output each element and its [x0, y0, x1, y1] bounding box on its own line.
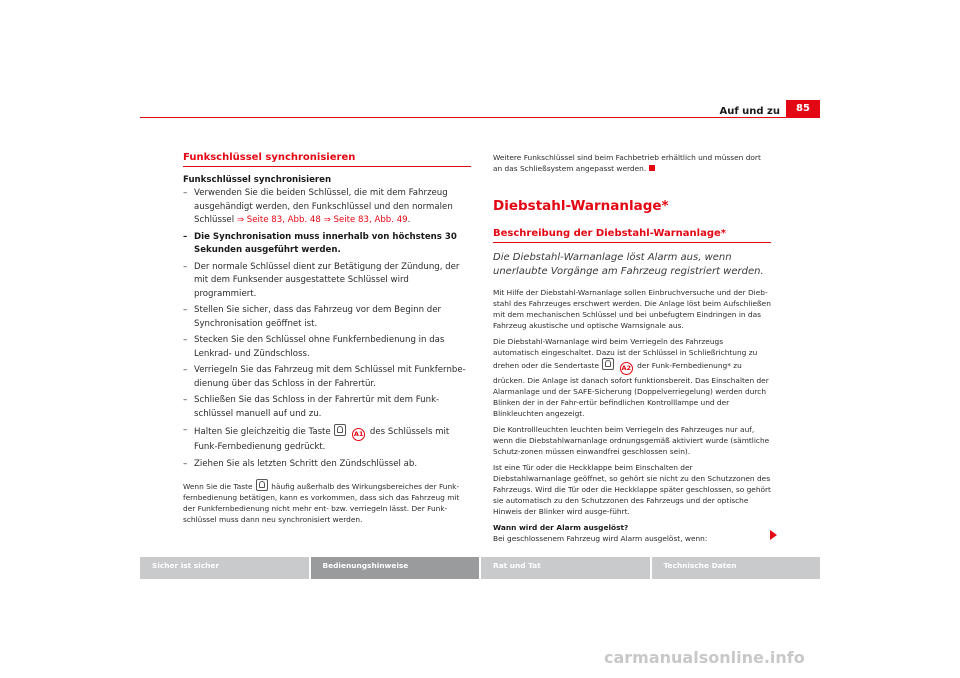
step-item: – Stecken Sie den Schlüssel ohne Funkfernbedienung in das Lenkrad- und Zündschloss.: [183, 335, 445, 359]
footer-nav: [140, 557, 820, 579]
step-item: – Schließen Sie das Schloss in der Fahrertür mit dem Funk-schlüssel manuell auf und zu.: [183, 395, 440, 419]
header-rule: [140, 117, 820, 118]
dash-bullet: –: [183, 231, 188, 242]
watermark: carmanualsonline.info: [604, 648, 805, 667]
dash-bullet: –: [183, 458, 188, 469]
dash-bullet: –: [183, 305, 188, 315]
intro-text: Die Diebstahl-Warnanlage löst Alarm aus, wenn unerlaubte Vorgänge am Fahrzeug registriert werden.: [493, 252, 764, 277]
dash-bullet: –: [183, 335, 188, 345]
dash-bullet: –: [183, 365, 188, 375]
step-item: – Ziehen Sie als letzten Schritt den Zündschlüssel ab.: [183, 458, 471, 472]
right-column: [493, 152, 771, 549]
step-item: – Verwenden Sie die beiden Schlüssel, die mit dem Fahrzeug ausgehändigt werden, den Funkschlüssel und den normalen Schlüssel ⇒ Seite 83, Abb. 48 ⇒ Seite 83, Abb. 49.: [183, 188, 453, 225]
page-link[interactable]: ⇒ Seite 83, Abb. 49: [323, 215, 408, 225]
section-heading: Beschreibung der Diebstahl-Warnanlage*: [493, 228, 771, 243]
continue-arrow-icon: [770, 530, 777, 540]
unlock-key-icon: [256, 479, 268, 491]
section-heading: Funkschlüssel synchronisieren: [183, 152, 471, 167]
footer-tab-sicher[interactable]: Sicher ist sicher: [140, 557, 309, 579]
page-link[interactable]: ⇒ Seite 83, Abb. 48: [236, 215, 321, 225]
end-square-icon: [649, 165, 655, 171]
dash-bullet: –: [183, 188, 188, 198]
dash-bullet: –: [183, 395, 188, 405]
dash-bullet: –: [183, 261, 188, 272]
unlock-key-icon: [334, 424, 346, 436]
callout-badge: A1: [352, 428, 365, 441]
left-column: [183, 152, 471, 525]
step-item: – Die Synchronisation muss innerhalb von höchstens 30 Sekunden ausgeführt werden.: [183, 231, 457, 255]
step-item: – Verriegeln Sie das Fahrzeug mit dem Schlüssel mit Funkfernbe-dienung über das Schloss in der Fahrertür.: [183, 365, 466, 389]
dash-bullet: –: [183, 425, 188, 435]
page-number: 85: [786, 100, 820, 118]
lock-key-icon: [602, 358, 614, 370]
footer-tab-bedienung[interactable]: Bedienungshinweise: [311, 557, 480, 579]
callout-badge: A2: [620, 362, 633, 375]
header-title: Auf und zu: [719, 106, 780, 117]
subsection-heading: Funkschlüssel synchronisieren: [183, 175, 332, 185]
step-item: – Halten Sie gleichzeitig die Taste A1 des Schlüssels mit Funk-Fernbedienung gedrückt.: [183, 425, 450, 452]
paragraph: Ist eine Tür oder die Heckklappe beim Einschalten der Diebstahlwarnanlage geöffnet, so gehört sie nicht zu den Schutzzonen des Fahrzeugs. Wird die Tür oder die Heckklappe später geschlossen, so gehört sie automatisch zu den Schutzzonen des Fahrzeugs und der optische Hinweis der Blinker wird ausge-führt.: [493, 463, 771, 516]
paragraph: Die Diebstahl-Warnanlage wird beim Verriegeln des Fahrzeugs automatisch eingeschaltet. Dazu ist der Schlüssel in Schließrichtung zu drehen oder die Sendertaste A2 der Funk-Fernbedienung* zu drücken. Die Anlage ist danach sofort funktionsbereit. Das Einschalten der Alarmanlage und der SAFE-Sicherung (Doppelverriegelung) werden durch Blinken der in der Fahr-ertür befindlichen Kontrolllampe und der Blinkleuchten angezeigt.: [493, 337, 769, 418]
chapter-heading: Diebstahl-Warnanlage*: [493, 198, 669, 214]
footer-tab-technik[interactable]: Technische Daten: [652, 557, 821, 579]
step-item: – Stellen Sie sicher, dass das Fahrzeug vor dem Beginn der Synchronisation geöffnet ist.: [183, 305, 442, 329]
paragraph: Mit Hilfe der Diebstahl-Warnanlage sollen Einbruchversuche und der Dieb-stahl des Fahrzeuges erschwert werden. Die Anlage löst beim Aufschließen mit dem mechanischen Schlüssel und bei unbefugtem Eindringen in das Fahrzeug akustische und optische Warnsignale aus.: [493, 288, 771, 330]
note-paragraph: Wenn Sie die Taste häufig außerhalb des Wirkungsbereiches der Funk-fernbedienung betätigen, kann es vorkommen, dass sich das Fahrzeug mit der Funkfernbedienung nicht mehr ent- bzw. verriegeln lässt. Der Funk-schlüssel muss dann neu synchronisiert werden.: [183, 479, 471, 525]
paragraph: Weitere Funkschlüssel sind beim Fachbetrieb erhältlich und müssen dort an das Schließsystem angepasst werden.: [493, 153, 761, 173]
step-item: – Der normale Schlüssel dient zur Betätigung der Zündung, der mit dem Funksender ausgestattete Schlüssel wird programmiert.: [183, 261, 460, 299]
paragraph: Die Kontrollleuchten leuchten beim Verriegeln des Fahrzeuges nur auf, wenn die Diebstahlwarnanlage ordnungsgemäß aktiviert wurde (sämtliche Schutz-zonen müssen einwandfrei geschlossen sein).: [493, 425, 770, 456]
paragraph: Bei geschlossenem Fahrzeug wird Alarm ausgelöst, wenn:: [493, 534, 708, 543]
paragraph-heading: Wann wird der Alarm ausgelöst?: [493, 523, 629, 532]
footer-tab-rat[interactable]: Rat und Tat: [481, 557, 650, 579]
